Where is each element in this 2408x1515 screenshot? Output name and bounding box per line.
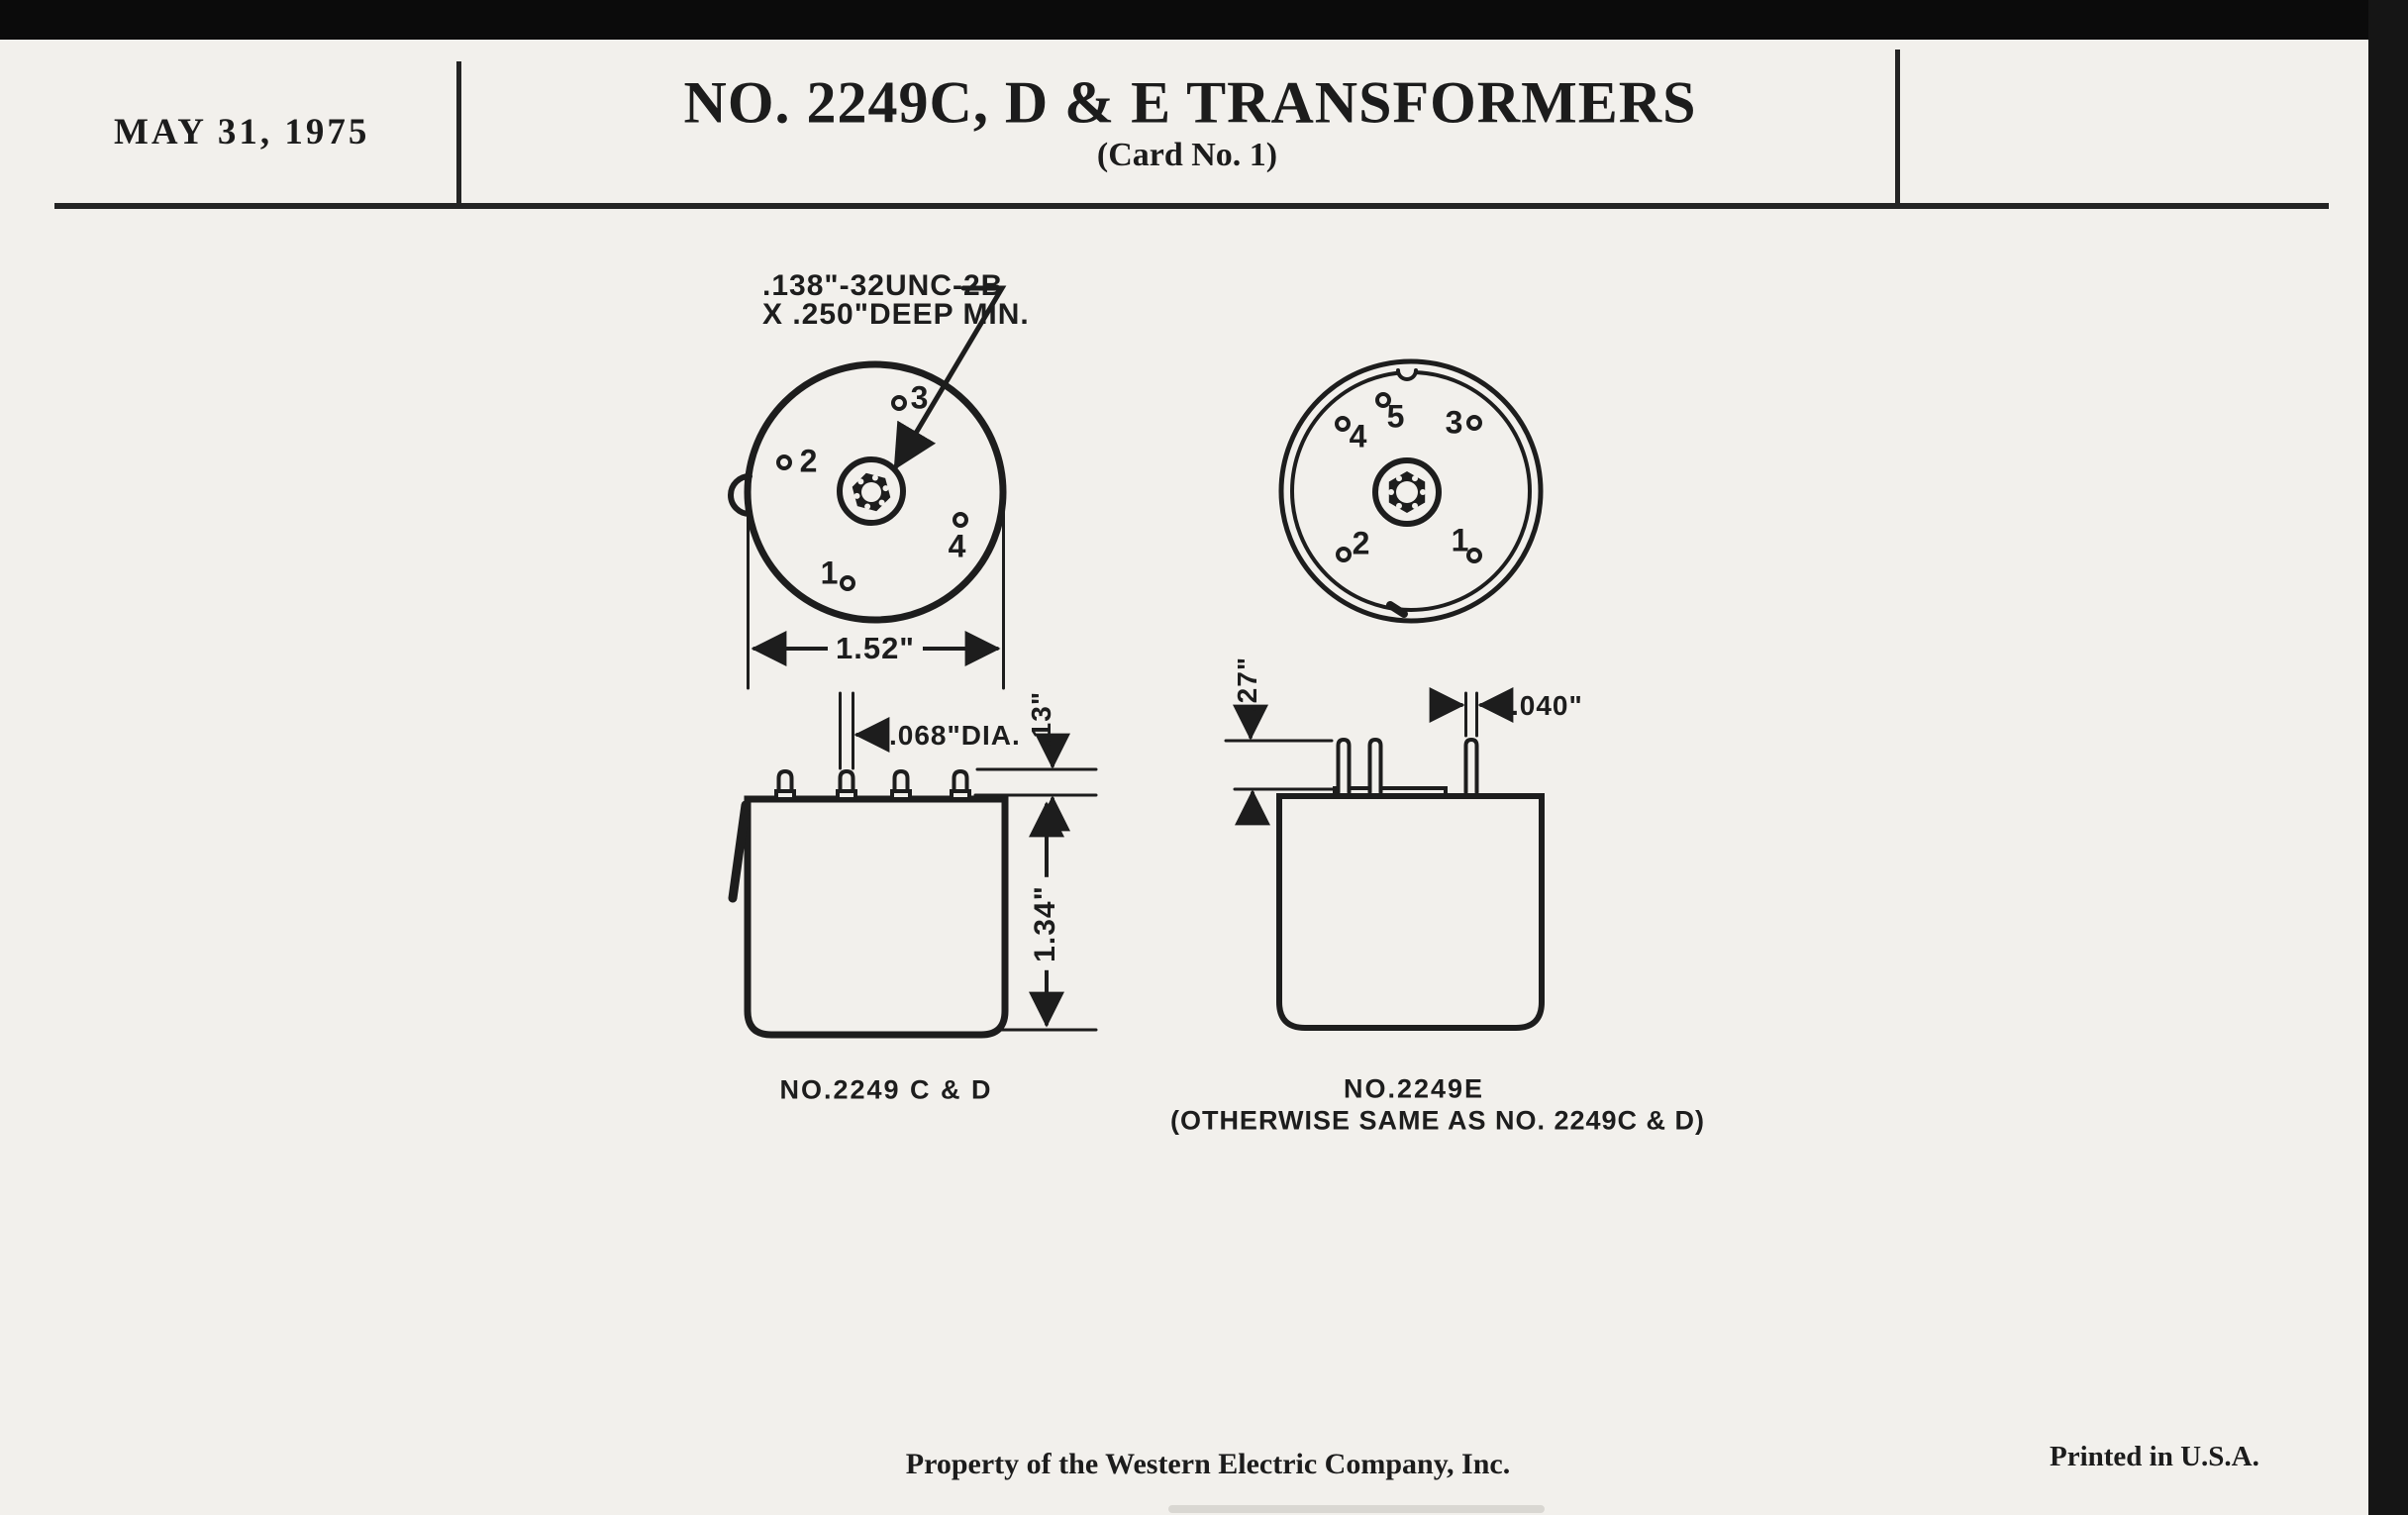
e-pin-5-label: 5 <box>1386 398 1406 435</box>
property-notice: Property of the Western Electric Company, Inc. <box>905 1448 1511 1480</box>
card-subtitle: (Card No. 1) <box>1096 137 1278 173</box>
cd-pin-3-label: 3 <box>910 379 930 416</box>
cd-pin-2-label: 2 <box>799 443 819 479</box>
e-pin-2-label: 2 <box>1352 525 1371 561</box>
cd-pin-1-label: 1 <box>820 555 840 591</box>
issue-date: MAY 31, 1975 <box>114 112 370 152</box>
caption-e-line1: NO.2249E <box>1343 1073 1485 1104</box>
diameter-dimension-label: 1.52" <box>828 631 923 666</box>
pin-diameter-label: .068"DIA. <box>889 720 1021 751</box>
caption-e-line2: (OTHERWISE SAME AS NO. 2249C & D) <box>1169 1105 1706 1136</box>
pin-height-label-e: .27" <box>1232 656 1262 713</box>
card-title: NO. 2249C, D & E TRANSFORMERS <box>683 69 1697 136</box>
body-height-label: 1.34" <box>1029 877 1062 970</box>
thread-spec-callout <box>762 271 1030 329</box>
e-pin-4-label: 4 <box>1349 418 1368 454</box>
cd-pin-4-label: 4 <box>948 528 967 564</box>
pin-height-label-cd: .13" <box>1026 690 1056 748</box>
printed-in-usa: Printed in U.S.A. <box>2050 1441 2259 1472</box>
pin-width-label: .040" <box>1511 690 1583 721</box>
e-pin-1-label: 1 <box>1451 522 1470 558</box>
e-pin-3-label: 3 <box>1445 404 1464 441</box>
caption-cd: NO.2249 C & D <box>779 1074 993 1105</box>
thread-spec-line1: .138"-32UNC-2B <box>762 269 1004 302</box>
thread-spec-line2: X .250"DEEP MIN. <box>762 298 1030 331</box>
